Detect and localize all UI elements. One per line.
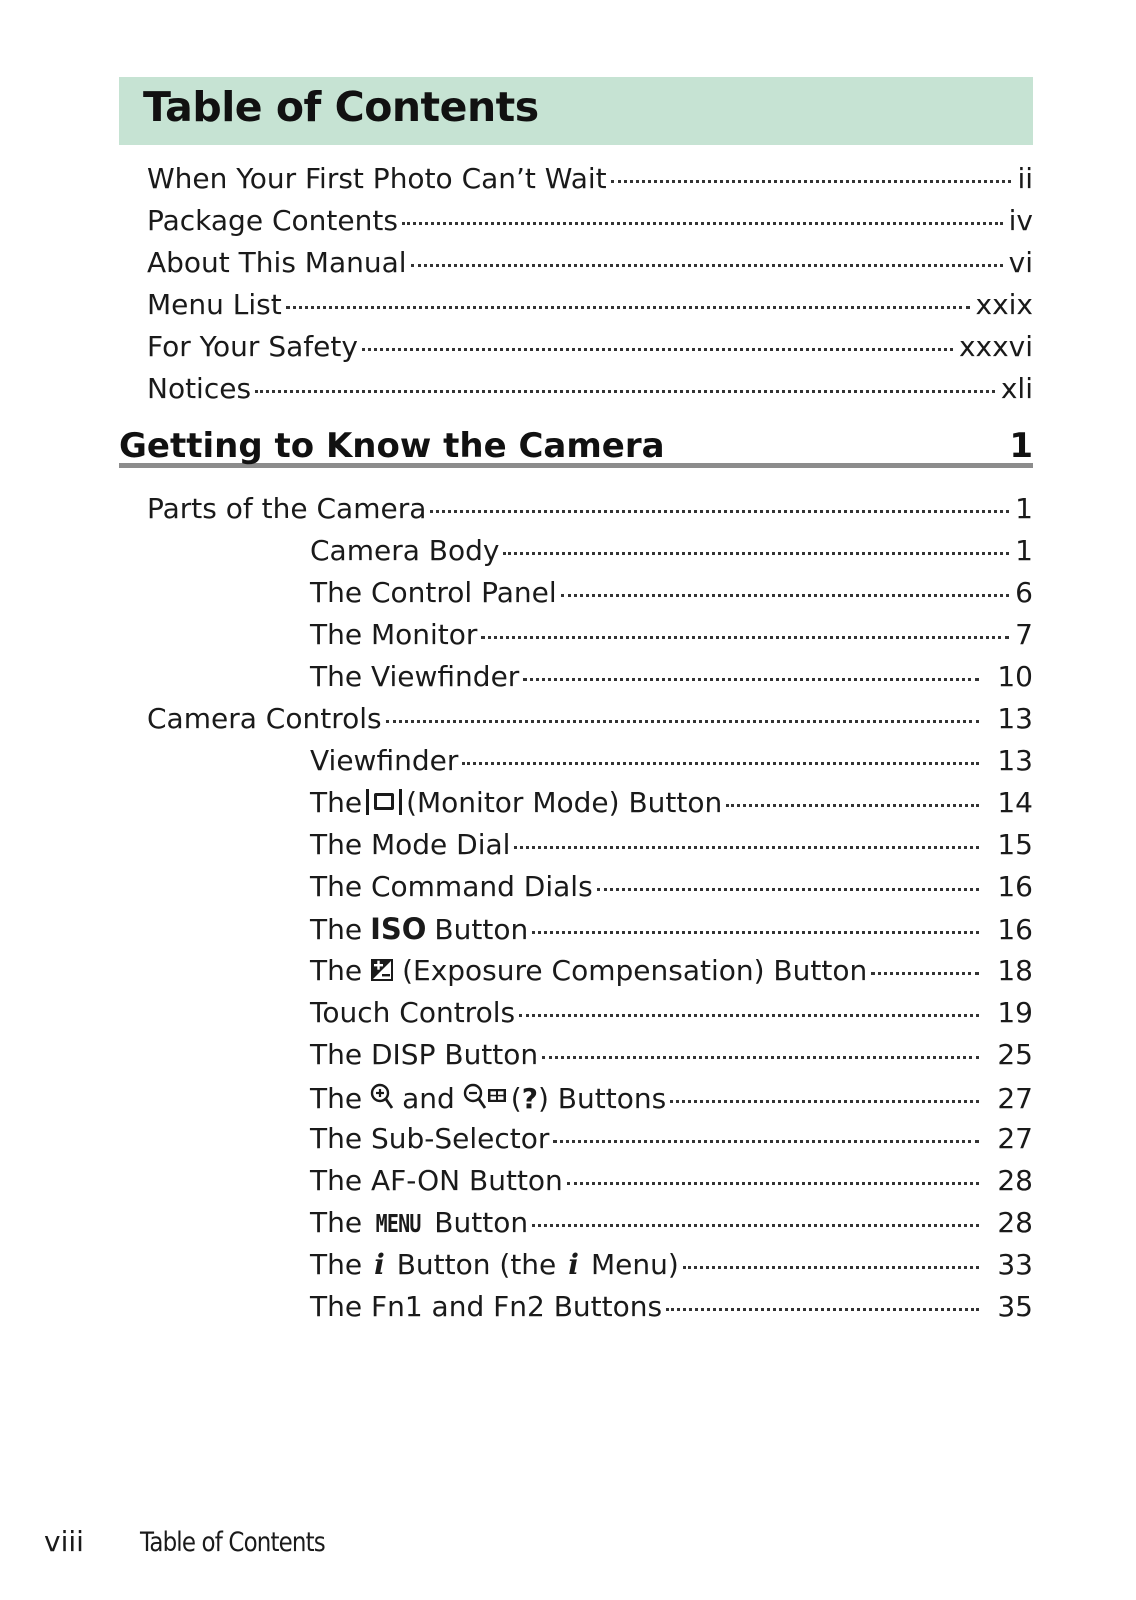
dot-leader [481,636,1009,639]
dot-leader [255,390,995,393]
toc-entry-title: The Sub-Selector [310,1122,550,1155]
dot-leader [532,1224,979,1227]
toc-entry-page: 28 [997,1206,1033,1239]
footer-page-number: viii [44,1525,84,1558]
toc-subentry[interactable] [310,1248,1033,1290]
i-button-glyph: i [374,1248,385,1281]
toc-entry-title [310,786,722,819]
toc-subentry[interactable] [310,870,1033,912]
dot-leader [567,1182,979,1185]
toc-subentry[interactable] [310,1164,1033,1206]
toc-subentry[interactable] [310,1038,1033,1080]
toc-entry[interactable] [147,288,1033,330]
toc-entry-page: xxxvi [958,330,1033,363]
title-suffix: (Monitor Mode) Button [406,786,723,819]
toc-entry-page: 27 [997,1082,1033,1115]
toc-entry-title: Camera Controls [147,702,382,735]
toc-entry-page: 1 [1015,534,1033,567]
help-icon: ? [521,1082,538,1115]
toc-entry-title: Camera Body [310,534,500,567]
toc-entry-title: For Your Safety [147,330,358,363]
section-page: 1 [1009,426,1033,466]
toc-entry-page: 1 [1015,492,1033,525]
dot-leader [683,1266,979,1269]
toc-entry-title: The Viewfinder [310,660,520,693]
title-prefix: The [310,1248,363,1281]
toc-entry[interactable] [147,372,1033,414]
title-prefix: The [310,1206,363,1239]
dot-leader [430,510,1009,513]
toc-subentry[interactable] [310,996,1033,1038]
toc-subentry[interactable] [310,912,1033,954]
toc-subentry[interactable] [310,1290,1033,1332]
toc-entry-title: The DISP Button [310,1038,539,1071]
toc-entry-page: xxix [975,288,1033,321]
toc-subentry[interactable] [310,1122,1033,1164]
iso-button-glyph: ISO [370,912,427,946]
toc-entry-title: Menu List [147,288,282,321]
title-suffix: Button [434,1206,529,1239]
dot-leader [597,888,979,891]
toc-subentry[interactable] [310,660,1033,702]
toc-entry[interactable] [147,246,1033,288]
toc-subentry[interactable] [310,1206,1033,1248]
toc-subentry[interactable] [310,828,1033,870]
dot-leader [386,720,979,723]
menu-button-glyph: MENU [375,1209,421,1238]
toc-entry-page: 18 [997,954,1033,987]
dot-leader [402,222,1003,225]
toc-entry-page: 28 [997,1164,1033,1197]
exposure-compensation-icon [370,956,394,989]
toc-entry-page: xli [1000,372,1033,405]
toc-entry-page: ii [1017,162,1033,195]
toc-entry-title: The Monitor [310,618,478,651]
zoom-in-icon [370,1083,394,1118]
section-title: Getting to Know the Camera [119,426,665,466]
toc-entry-title: Viewfinder [310,744,459,777]
help-paren-open: ( [510,1082,522,1115]
dot-leader [726,804,979,807]
zoom-out-thumbnail-icon [463,1083,507,1118]
title-prefix: The [310,786,363,819]
dot-leader [611,180,1012,183]
toc-entry-title [310,1206,528,1239]
dot-leader [514,846,979,849]
toc-header-band [119,77,1033,145]
title-prefix: The [310,954,363,987]
toc-entry[interactable] [147,702,1033,744]
title-suffix: Menu) [590,1248,679,1281]
toc-entry-page: 10 [997,660,1033,693]
dot-leader [411,264,1003,267]
toc-entry-page: 25 [997,1038,1033,1071]
toc-entry-title: Parts of the Camera [147,492,427,525]
dot-leader [666,1308,979,1311]
toc-entry-page: 16 [997,913,1033,946]
title-suffix: ) Buttons [537,1082,667,1115]
footer-title: Table of Contents [140,1527,325,1558]
dot-leader [532,931,979,934]
toc-entry-title [310,1080,666,1115]
dot-leader [871,972,979,975]
dot-leader [542,1056,979,1059]
title-suffix: (Exposure Compensation) Button [402,954,868,987]
toc-entry-title [310,912,528,946]
toc-entry-page: 14 [997,786,1033,819]
toc-entry-title [310,954,867,987]
toc-entry[interactable] [147,330,1033,372]
section-heading[interactable] [119,420,1033,468]
dot-leader [462,762,979,765]
toc-entry-page: 33 [997,1248,1033,1281]
toc-entry[interactable] [147,492,1033,534]
toc-subentry[interactable] [310,576,1033,618]
toc-entry-page: 7 [1015,618,1033,651]
dot-leader [553,1140,979,1143]
dot-leader [503,552,1009,555]
page-title: Table of Contents [143,83,539,131]
title-suffix: Button [434,913,529,946]
title-middle: Button (the [396,1248,557,1281]
title-prefix: The [310,913,363,946]
toc-entry-page: 6 [1015,576,1033,609]
dot-leader [670,1100,979,1103]
toc-entry-title: The Fn1 and Fn2 Buttons [310,1290,663,1323]
toc-subentry[interactable] [310,954,1033,996]
toc-subentry[interactable] [310,534,1033,576]
title-middle: and [402,1082,455,1115]
toc-entry[interactable] [147,204,1033,246]
toc-entry-title: The AF-ON Button [310,1164,563,1197]
toc-subentry[interactable] [310,1080,1033,1122]
title-prefix: The [310,1082,363,1115]
toc-entry-title: When Your First Photo Can’t Wait [147,162,607,195]
toc-entry-page: 15 [997,828,1033,861]
toc-entry-page: 16 [997,870,1033,903]
toc-entry-title: The Command Dials [310,870,593,903]
toc-entry-title: Touch Controls [310,996,516,1029]
dot-leader [519,1014,979,1017]
dot-leader [362,348,953,351]
toc-entry-page: 35 [997,1290,1033,1323]
monitor-mode-icon [366,789,402,815]
toc-entry-title: The Mode Dial [310,828,511,861]
toc-entry-title: Package Contents [147,204,398,237]
toc-entry-page: 19 [997,996,1033,1029]
dot-leader [523,678,979,681]
i-button-glyph: i [568,1248,579,1281]
toc-entry-title [310,1248,679,1281]
dot-leader [286,306,970,309]
toc-entry-page: 27 [997,1122,1033,1155]
toc-entry-page: vi [1008,246,1033,279]
toc-subentry[interactable] [310,786,1033,828]
toc-entry-title: The Control Panel [310,576,557,609]
toc-subentry[interactable] [310,744,1033,786]
toc-subentry[interactable] [310,618,1033,660]
toc-entry[interactable] [147,162,1033,204]
toc-entry-title: About This Manual [147,246,407,279]
toc-entry-page: 13 [997,702,1033,735]
toc-entry-page: iv [1008,204,1033,237]
toc-entry-title: Notices [147,372,252,405]
dot-leader [561,594,1010,597]
toc-entry-page: 13 [997,744,1033,777]
